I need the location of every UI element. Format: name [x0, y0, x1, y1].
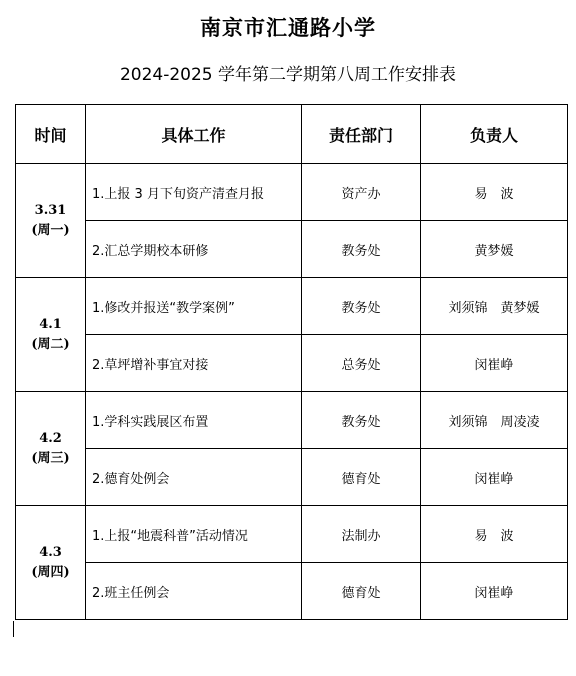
- weekday-label: (周三): [31, 450, 70, 466]
- person-cell: 刘须锦 黄梦媛: [421, 278, 568, 335]
- task-cell: 2.汇总学期校本研修: [86, 221, 302, 278]
- table-row: [16, 221, 568, 278]
- person-cell: 闵崔峥: [421, 335, 568, 392]
- table-row: [16, 335, 568, 392]
- weekday-label: (周二): [31, 336, 70, 352]
- date-label: 4.1: [39, 316, 62, 332]
- person-cell: 闵崔峥: [421, 563, 568, 620]
- schedule-table: [15, 104, 568, 620]
- weekday-label: (周一): [31, 222, 70, 238]
- date-cell: [16, 392, 86, 506]
- table-row: [16, 392, 568, 449]
- department-cell: 教务处: [302, 278, 421, 335]
- person-cell: 易 波: [421, 164, 568, 221]
- task-cell: 2.班主任例会: [86, 563, 302, 620]
- date-label: 4.2: [39, 430, 62, 446]
- table-row: [16, 164, 568, 221]
- department-cell: 教务处: [302, 221, 421, 278]
- task-cell: 2.德育处例会: [86, 449, 302, 506]
- table-row: [16, 449, 568, 506]
- department-cell: 德育处: [302, 449, 421, 506]
- task-cell: 2.草坪增补事宜对接: [86, 335, 302, 392]
- date-cell: [16, 506, 86, 620]
- task-cell: 1.上报 3 月下旬资产清查月报: [86, 164, 302, 221]
- date-label: 4.3: [39, 544, 62, 560]
- table-row: [16, 278, 568, 335]
- document-title: 2024-2025 学年第二学期第八周工作安排表: [119, 65, 457, 85]
- task-cell: 1.学科实践展区布置: [86, 392, 302, 449]
- date-label: 3.31: [34, 202, 67, 218]
- table-row: [16, 506, 568, 563]
- header-time: 时间: [16, 105, 86, 164]
- task-cell: 1.上报“地震科普”活动情况: [86, 506, 302, 563]
- person-cell: 黄梦媛: [421, 221, 568, 278]
- department-cell: 德育处: [302, 563, 421, 620]
- person-cell: 易 波: [421, 506, 568, 563]
- department-cell: 法制办: [302, 506, 421, 563]
- task-cell: 1.修改并报送“教学案例”: [86, 278, 302, 335]
- school-name: 南京市汇通路小学: [200, 15, 376, 40]
- person-cell: 闵崔峥: [421, 449, 568, 506]
- department-cell: 资产办: [302, 164, 421, 221]
- department-cell: 教务处: [302, 392, 421, 449]
- weekday-label: (周四): [31, 564, 70, 580]
- header-department: 责任部门: [302, 105, 421, 164]
- date-cell: [16, 278, 86, 392]
- department-cell: 总务处: [302, 335, 421, 392]
- person-cell: 刘须锦 周凌凌: [421, 392, 568, 449]
- table-header-row: [16, 105, 568, 164]
- table-row: [16, 563, 568, 620]
- text-cursor: [13, 621, 14, 637]
- header-person: 负责人: [421, 105, 568, 164]
- date-cell: [16, 164, 86, 278]
- header-work: 具体工作: [86, 105, 302, 164]
